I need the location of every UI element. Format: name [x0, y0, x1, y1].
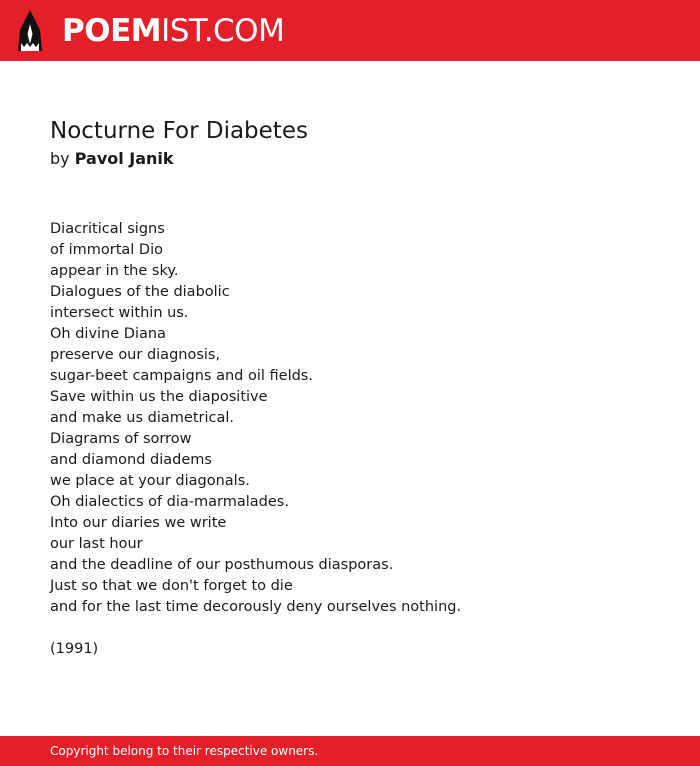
- site-footer: [0, 736, 700, 766]
- poem-line: and for the last time decorously deny ourselves nothing.: [50, 599, 462, 615]
- logo-bold-text: POEM: [62, 13, 162, 49]
- site-header: [0, 0, 700, 61]
- poem-line: Save within us the diapositive: [50, 389, 268, 405]
- poem-line: our last hour: [50, 536, 143, 552]
- poem-line: sugar-beet campaigns and oil fields.: [50, 368, 313, 384]
- poem-line: and make us diametrical.: [50, 410, 234, 426]
- copyright-notice: Copyright belong to their respective owners.: [50, 744, 319, 758]
- site-logo[interactable]: [62, 12, 284, 50]
- poem-line: and the deadline of our posthumous diasporas.: [50, 557, 394, 573]
- poem-line: Dialogues of the diabolic: [50, 284, 230, 300]
- poem-line: Into our diaries we write: [50, 515, 227, 531]
- poem-title: Nocturne For Diabetes: [50, 118, 308, 144]
- poem-line: Just so that we don't forget to die: [50, 578, 293, 594]
- poem-line: Diagrams of sorrow: [50, 431, 192, 447]
- poem-line: preserve our diagnosis,: [50, 347, 221, 363]
- poem-line: Oh dialectics of dia-marmalades.: [50, 494, 289, 510]
- poem-year: (1991): [50, 641, 99, 657]
- byline-prefix: by: [50, 149, 70, 168]
- poem-line: and diamond diadems: [50, 452, 212, 468]
- poem-line: Oh divine Diana: [50, 326, 166, 342]
- poem-line: Diacritical signs: [50, 221, 165, 237]
- logo-light-text: IST.COM: [161, 13, 285, 49]
- byline: [50, 148, 670, 170]
- pen-nib-icon[interactable]: [18, 10, 42, 51]
- poem-header: [50, 114, 670, 170]
- poem-line: we place at your diagonals.: [50, 473, 250, 489]
- poem-line: of immortal Dio: [50, 242, 163, 258]
- author-name: Pavol Janik: [74, 149, 174, 168]
- poem-line: intersect within us.: [50, 305, 189, 321]
- poem-line: appear in the sky.: [50, 263, 179, 279]
- poem-body: [50, 219, 680, 618]
